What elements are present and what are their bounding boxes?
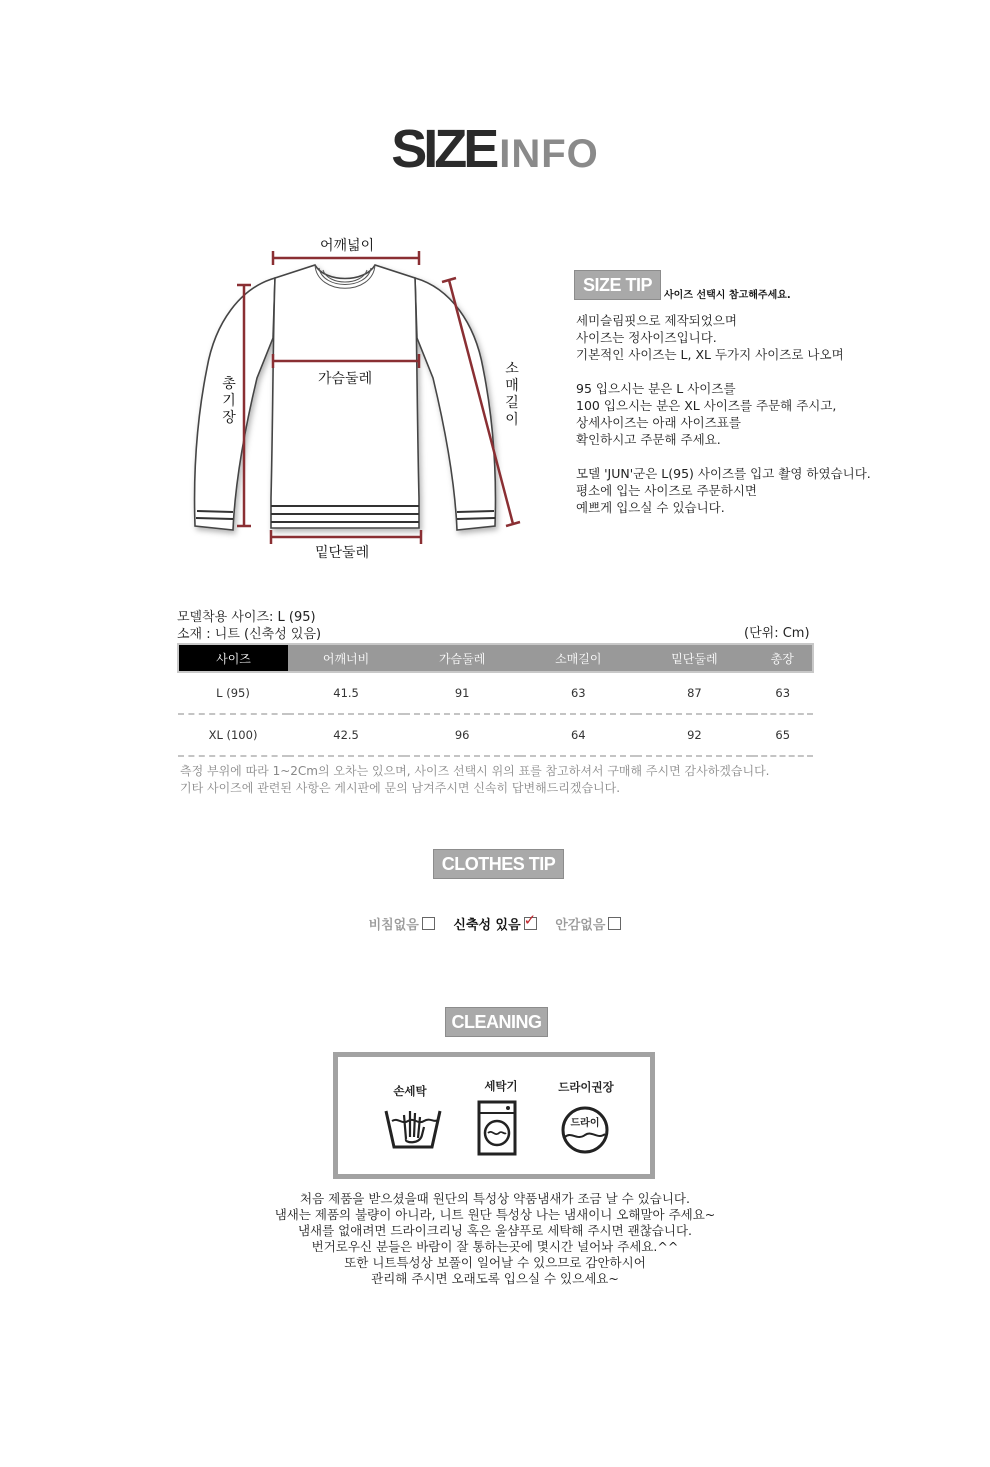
table-cell: XL (100) <box>178 714 288 756</box>
measurement-notes: 측정 부위에 따라 1~2Cm의 오차는 있으며, 사이즈 선택시 위의 표를 참고하셔서 구매해 주시면 감사하겠습니다. 기타 사이즈에 관련된 사항은 게시판에 문의 남겨주시면 신속히 답변해드리겠습니다. <box>180 764 770 795</box>
size-tip-line: 평소에 입는 사이즈로 주문하시면 <box>576 483 757 498</box>
dry-clean-icon-text: 드라이 <box>570 1118 600 1129</box>
size-tip-line: 95 입으시는 분은 L 사이즈를 <box>576 381 736 396</box>
sweater-shape <box>195 265 496 530</box>
size-tip-line <box>576 363 871 380</box>
clothes-tip-tag: CLOTHES TIP <box>433 849 564 879</box>
check-icon: ✓ <box>523 911 537 929</box>
dry-clean-icon <box>558 1105 614 1155</box>
stretch-label: 신축성 있음 <box>453 918 521 933</box>
washing-machine-label: 세탁기 <box>484 1079 518 1093</box>
dry-clean-label: 드라이권장 <box>558 1080 614 1094</box>
size-tip-tag: SIZE TIP <box>574 270 661 300</box>
material: 소재 : 니트 (신축성 있음) <box>177 627 322 642</box>
header-length: 총장 <box>770 651 794 666</box>
care-instructions: 처음 제품을 받으셨을때 원단의 특성상 약품냄새가 조금 날 수 있습니다. 냄새는 제품의 불량이 아니라, 니트 원단 특성상 나는 냄새이니 오해말아 주세요~ 냄새를 없애려면 드라이크리닝 혹은 울샴푸로 세탁해 주시면 괜찮습니다. 번거로우신 분들은 바람이 잘 통하는곳에 몇시간 널어놔 주세요.^^ 또한 니트특성상 보풀이 일어날 수 있으므로 감안하시어 관리해 주시면 오래도록 입으실 수 있으세요~ <box>274 1191 716 1286</box>
size-tip-line: 상세사이즈는 아래 사이즈표를 <box>576 415 741 430</box>
header-sleeve: 소매길이 <box>555 651 602 666</box>
size-tip-line: 모델 'JUN'군은 L(95) 사이즈를 입고 촬영 하였습니다. <box>576 466 871 481</box>
size-tip-line: 예쁘게 입으실 수 있습니다. <box>576 500 725 515</box>
table-row <box>178 672 813 714</box>
size-tip-text <box>576 312 871 516</box>
stretch-checkbox <box>523 911 537 930</box>
lining-label: 안감없음 <box>555 918 606 933</box>
size-tip-line: 세미슬림핏으로 제작되었으며 <box>576 313 737 328</box>
model-size: 모델착용 사이즈: L (95) <box>177 610 316 625</box>
hem-label: 밑단둘레 <box>315 545 370 561</box>
table-cell: 92 <box>636 714 752 756</box>
washing-machine-icon <box>475 1099 519 1157</box>
table-cell: 65 <box>752 714 813 756</box>
chest-label: 가슴둘레 <box>318 371 373 387</box>
see-through-label: 비침없음 <box>368 918 419 933</box>
header-hem: 밑단둘레 <box>671 651 718 666</box>
header-size: 사이즈 <box>178 644 288 672</box>
lining-checkbox <box>608 917 621 930</box>
title-size: SIZE <box>391 119 496 179</box>
size-tip-note: 사이즈 선택시 참고해주세요. <box>664 290 791 301</box>
shoulder-label: 어깨넓이 <box>320 238 375 254</box>
hand-wash-label: 손세탁 <box>393 1084 427 1098</box>
clothes-attributes <box>0 911 990 933</box>
hand-wash-icon <box>382 1105 444 1155</box>
page-title <box>0 118 990 180</box>
size-tip-line <box>576 448 871 465</box>
table-cell: 63 <box>752 672 813 714</box>
unit-label: (단위: Cm) <box>744 626 810 641</box>
size-tip-line: 100 입으시는 분은 XL 사이즈를 주문해 주시고, <box>576 398 837 413</box>
table-row <box>178 714 813 756</box>
size-tip-line: 기본적인 사이즈는 L, XL 두가지 사이즈로 나오며 <box>576 347 844 362</box>
table-header-row <box>178 644 813 672</box>
title-info: INFO <box>499 132 599 176</box>
table-cell: 42.5 <box>288 714 404 756</box>
length-label: 총 기 장 <box>222 376 236 426</box>
care-symbols-box <box>333 1052 655 1179</box>
table-cell: 63 <box>520 672 636 714</box>
sleeve-label: 소 매 길 이 <box>505 361 519 428</box>
header-shoulder: 어깨너비 <box>322 651 370 666</box>
cleaning-tag: CLEANING <box>445 1007 548 1037</box>
size-tip-line: 확인하시고 주문해 주세요. <box>576 432 721 447</box>
table-cell: 64 <box>520 714 636 756</box>
table-cell: L (95) <box>178 672 288 714</box>
table-cell: 91 <box>404 672 520 714</box>
see-through-checkbox <box>422 917 435 930</box>
table-cell: 41.5 <box>288 672 404 714</box>
size-tip-line: 사이즈는 정사이즈입니다. <box>576 330 717 345</box>
table-cell: 87 <box>636 672 752 714</box>
size-table <box>177 643 814 757</box>
header-chest: 가슴둘레 <box>438 651 486 666</box>
table-cell: 96 <box>404 714 520 756</box>
